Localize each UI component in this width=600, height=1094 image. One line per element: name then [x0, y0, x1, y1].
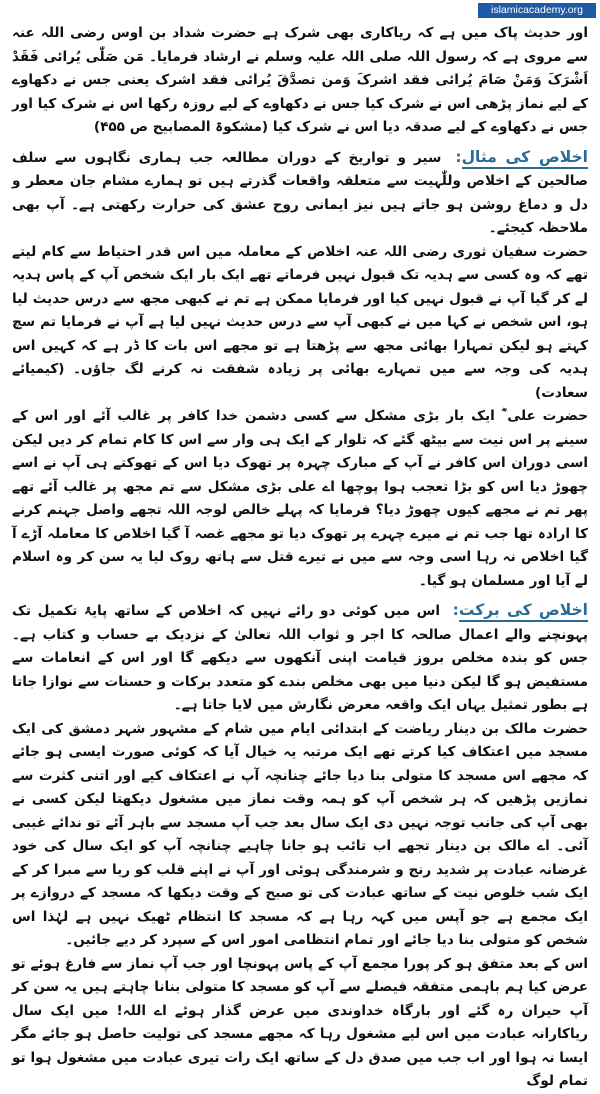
hadith-paragraph — [12, 22, 588, 140]
site-badge[interactable]: islamicacademy.org — [478, 3, 596, 18]
malik-paragraph — [12, 718, 588, 953]
sufyan-reference: (کیمیائے سعادت) — [12, 361, 588, 401]
malik-end-paragraph — [12, 953, 588, 1094]
malik-story-end: اس کے بعد متفق ہو کر پورا مجمع آپ کے پاس پہونچا اور جب آپ نماز سے فارغ ہوئے تو عرض کیا ہم باہمی متفقہ فیصلے سے آپ کو مسجد کا متولی بنانا چاہتے ہیں یہ سن کر آپ حیران رہ گئے اور بارگاہ خداوندی میں عرض گذار ہوئے اے اللہ! میں ایک سال ریاکارانہ عبادت میں اس لیے مشغول رہا کہ مجھے مسجد کی تولیت حاصل ہو جائے مگر ایسا نہ ہوا اور اب جب میں صدق دل کے ساتھ ایک رات تیری عبادت میں مشغول ہوا تو تمام لوگ — [12, 955, 588, 1089]
ali-story: حضرت علی ؓ ایک بار بڑی مشکل سے کسی دشمن خدا کافر پر غالب آئے اور اس کے سینے پر اس نیت سے بیٹھ گئے کہ تلوار کے ایک ہی وار سے اس کا کام تمام کر دیں لیکن اسی دوران اس کافر نے آپ کے مبارک چہرہ پر تھوک دیا اس کے تھوکتے ہی آپ نے اسے چھوڑ دیا اس کو بڑا تعجب ہوا پوچھا اے علی بڑی مشکل سے تم مجھ پر غالب آئے تھے پھر تم نے مجھے کیوں چھوڑ دیا؟ فرمایا کہ پہلے خالص لوجہ اللہ تجھے واصل جہنم کرنے کا ارادہ تھا جب تم نے میرے چہرے پر تھوک دیا تو مجھے غصہ آ گیا اخلاص کا معاملہ آڑے آ گیا اخلاص نہ رہا اسی وجہ سے میں نے تیرے قتل سے ہاتھ روک لیا یہ سن کر وہ اسلام لے آیا اور مسلمان ہو گیا۔ — [12, 408, 588, 589]
document-page — [12, 22, 589, 1089]
section-heading-blessing: اخلاص کی برکت: — [453, 601, 588, 619]
hadith-arabic: مَن صَلّٰی یُرائی فَقَدْ اَشْرَکَ وَمَنْ صَامَ یُرائی فقد اشرکَ وَمن تصدَّقَ یُرائی فقد اشرک — [12, 48, 589, 88]
blessing-intro: اس میں کوئی دو رائے نہیں کہ اخلاص کے ساتھ پایۂ تکمیل تک پہونچنے والے اعمال صالحہ کا اجر و ثواب اللہ تعالیٰ کے نزدیک بے حساب و کتاب ہے۔ جس کو بندہ مخلص بروز قیامت اپنی آنکھوں سے دیکھے گا اور اس کے انعامات سے مستفیض ہو گا لیکن دنیا میں بھی مخلص بندے کو متعدد برکات و حسنات سے نوازا جاتا ہے بطور تمثیل یہاں ایک واقعہ معرض نگارش میں لایا جاتا ہے۔ — [12, 603, 588, 713]
hadith-text-1: اور حدیث پاک میں ہے کہ ریاکاری بھی شرک ہے حضرت شداد بن اوس رضی اللہ عنہ سے مروی ہے کہ رسول اللہ صلی اللہ علیہ وسلم نے ارشاد فرمایا۔ — [12, 25, 588, 65]
sufyan-story: حضرت سفیان ثوری رضی اللہ عنہ اخلاص کے معاملہ میں اس قدر احتیاط سے کام لیتے تھے کہ وہ کسی سے ہدیہ تک قبول نہیں فرماتے تھے ایک بار ایک شخص آپ کے پاس ہدیہ لے کر گیا آپ نے قبول نہیں کیا اور فرمایا ممکن ہے تم نے کبھی مجھ سے درس حدیث لیا ہو، اس شخص نے کہا میں نے کبھی آپ سے درس حدیث نہیں لیا ہے آپ نے فرمایا تم سچ کہتے ہو لیکن تمہارا بھائی مجھ سے پڑھتا ہے تو مجھے اس بات کا ڈر ہے کہ کہیں اس ہدیہ کی وجہ سے میں تمہارے بھائی پر زیادہ شفقت نہ کرنے لگ جاؤں۔ — [12, 243, 589, 377]
examples-intro-paragraph — [12, 146, 588, 241]
malik-story: حضرت مالک بن دینار ریاضت کے ابتدائی ایام میں شام کے مشہور شہر دمشق کی ایک مسجد میں اعتکاف کیا کرتے تھے ایک مرتبہ یہ خیال آیا کہ کوئی صورت ایسی ہو جائے کہ مجھے اس مسجد کا متولی بنا دیا جائے چنانچہ آپ نے اعتکاف کیے اور اتنی کثرت سے نمازیں پڑھیں کہ ہر شخص آپ کو ہمہ وقت نماز میں مشغول دیکھتا لیکن کسی نے بھی آپ کی جانب توجہ نہیں دی ایک سال بعد جب آپ مسجد سے باہر آئے تو ندائے غیبی آئی۔ اے مالک بن دینار تجھے اب تائب ہو جانا چاہیے چنانچہ آپ کو ایک سال کی خود غرضانہ عبادت پر شدید رنج و شرمندگی ہوئی اور آپ نے اپنے قلب کو ریا سے مبرا کر کے ایک شب خلوص نیت کے ساتھ عبادت کی تو صبح کے وقت دیکھا کہ مسجد کے دروازے پر ایک مجمع ہے جو آپس میں کہہ رہا ہے کہ مسجد کا انتظام ٹھیک نہیں ہے لہٰذا اس شخص کو متولی بنا دیا جائے اور تمام انتظامی امور اس کے سپرد کر دیے جائیں۔ — [12, 720, 588, 948]
hadith-reference: (مشکوۃ المصابیح ص ۴۵۵) — [93, 119, 269, 135]
section-heading-examples: اخلاص کی مثال: — [455, 148, 588, 166]
blessing-intro-paragraph — [12, 599, 588, 718]
hadith-text-2: یعنی جس نے دکھاوے کے لیے نماز پڑھی اس نے شرک کیا جس نے دکھاوے کے لیے روزہ رکھا اس نے شرک کیا اور جس نے دکھاوے کے لیے صدقہ دیا اس نے شرک کیا — [12, 72, 588, 135]
sufyan-paragraph — [12, 241, 588, 406]
examples-intro: سیر و تواریخ کے دوران مطالعہ جب ہماری نگاہوں سے سلف صالحین کے اخلاص وللّٰہیت سے متعلقہ واقعات گذرتے ہیں تو ہمارے مشام جان معطر و دل و دماغ روشن ہو جاتے ہیں نیز ایمانی روح عشق کی حرارت رکھتی ہے۔ آپ بھی ملاحظہ کیجئے۔ — [12, 149, 588, 236]
ali-paragraph — [12, 405, 588, 593]
